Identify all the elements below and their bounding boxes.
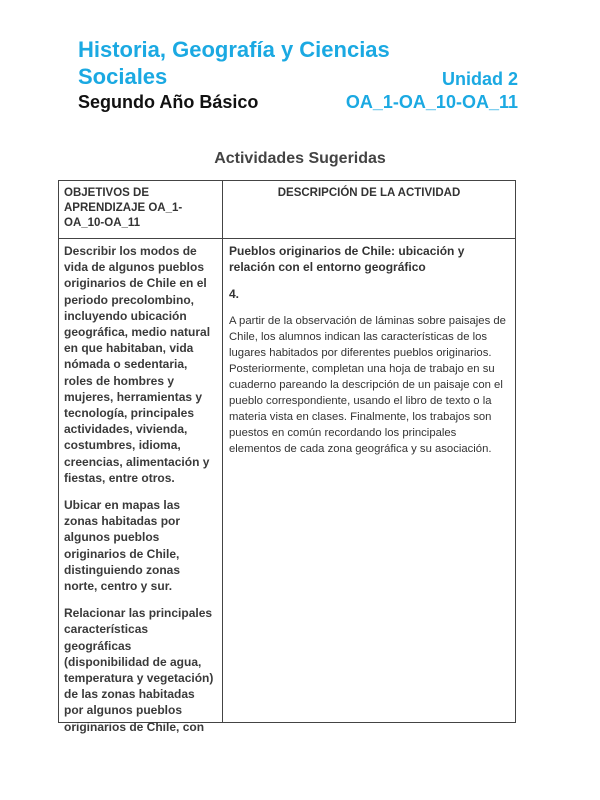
activity-cell xyxy=(229,243,511,457)
activities-table xyxy=(58,180,516,734)
activity-title: Pueblos originarios de Chile: ubicación y relación con el entorno geográfico xyxy=(229,244,465,274)
table-header-divider xyxy=(59,238,515,239)
table-column-divider xyxy=(222,181,223,722)
table-header-objectives: OBJETIVOS DE APRENDIZAJE OA_1-OA_10-OA_11 xyxy=(64,187,183,229)
unit-label: Unidad 2 xyxy=(441,69,518,89)
activity-number: 4. xyxy=(229,287,240,301)
section-title: Actividades Sugeridas xyxy=(214,150,386,167)
objective-item: Describir los modos de vida de algunos pueblos originarios de Chile en el periodo precolombino, incluyendo ubicación geográfica, medio natural en que habitaban, vida nómada o sedentaria, roles de hombres y mujeres, herramientas y tecnología, principales actividades, vivienda, costumbres, idioma, creencias, alimentación y fiestas, entre otros. xyxy=(64,244,211,485)
objective-item: Relacionar las principales características geográficas (disponibilidad de agua, temperatura y vegetación) de las zonas habitadas por algunos pueblos originarios de Chile, con xyxy=(64,606,214,734)
activity-description: A partir de la observación de láminas sobre paisajes de Chile, los alumnos indican las características de los lugares habitados por diferentes pueblos originarios. Posteriormente, completan una hoja de trabajo en su cuaderno pareando la descripción de un paisaje con el pueblo correspondiente, usando el libro de texto o la materia vista en clases. Finalmente, los trabajos son puestos en común recordando los principales elementos de cada zona geográfica y su asociación. xyxy=(229,315,506,455)
document-title-line-2: Sociales xyxy=(78,64,168,89)
objectives-cell xyxy=(64,243,216,746)
objective-codes: OA_1-OA_10-OA_11 xyxy=(345,92,518,112)
grade-level: Segundo Año Básico xyxy=(78,92,259,112)
document-title-line-1: Historia, Geografía y Ciencias xyxy=(78,37,390,62)
objective-item: Ubicar en mapas las zonas habitadas por algunos pueblos originarios de Chile, distinguiendo zonas norte, centro y sur. xyxy=(64,498,181,594)
table-header-description: DESCRIPCIÓN DE LA ACTIVIDAD xyxy=(277,187,461,199)
